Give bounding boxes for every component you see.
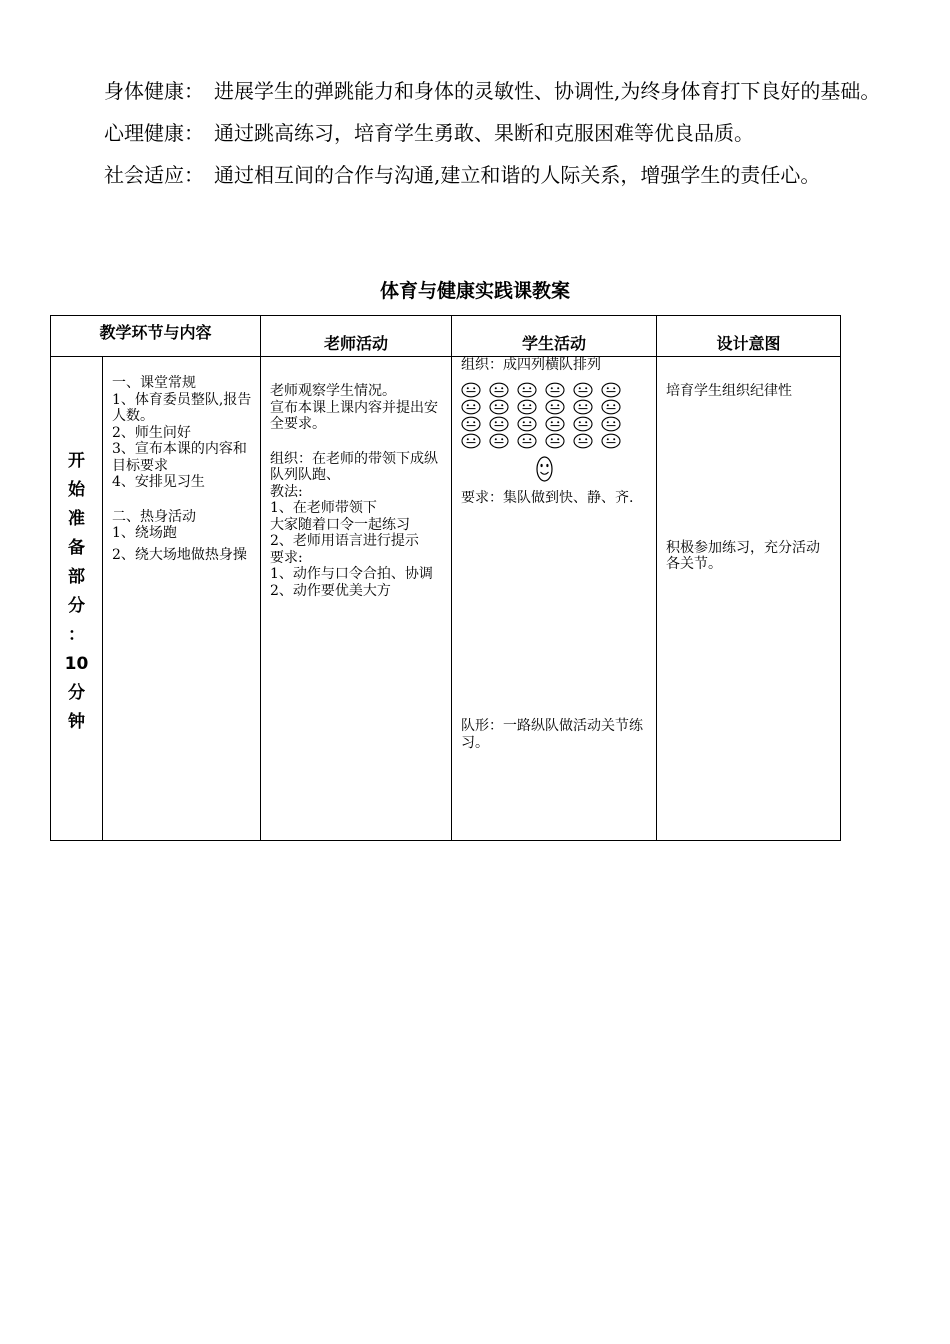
smiley-face-icon: [517, 416, 537, 432]
smiley-face-icon: [601, 416, 621, 432]
objective-mental: [104, 112, 904, 154]
design-cell: [657, 357, 841, 841]
objective-text: 通过相互间的合作与沟通,建立和谐的人际关系，增强学生的责任心。: [214, 163, 821, 187]
content-cell: [103, 357, 261, 841]
smiley-face-icon: [517, 433, 537, 449]
objective-label: 心理健康：: [104, 121, 204, 145]
objective-text: 进展学生的弹跳能力和身体的灵敏性、协调性,为终身体育打下良好的基础。: [214, 79, 881, 103]
teacher-cell: [261, 357, 452, 841]
teacher-line: 老师观察学生情况。: [270, 383, 396, 399]
student-org: 组织：成四列横队排列: [461, 357, 601, 373]
table-header-row: [51, 316, 841, 357]
content-line: 2、师生问好: [112, 424, 191, 441]
section-char: 准: [68, 509, 85, 529]
design-line: 培育学生组织纪律性: [666, 383, 792, 399]
smiley-face-icon: [601, 382, 621, 398]
spacer: [461, 482, 648, 490]
objective-text: 通过跳高练习，培育学生勇敢、果断和克服困难等优良品质。: [214, 121, 754, 145]
teacher-line: 组织：在老师的带领下成纵队列队跑、: [270, 450, 438, 483]
section-label: [51, 357, 103, 841]
section-char: 10: [64, 654, 89, 674]
section-char: 钟: [68, 712, 85, 732]
content-line: 2、绕大场地做热身操: [112, 546, 247, 563]
smiley-face-icon: [545, 399, 565, 415]
smiley-face-icon: [545, 382, 565, 398]
spacer: [461, 506, 648, 718]
spacer: [112, 491, 254, 509]
teacher-line: 1、动作与口令合拍、协调: [270, 566, 433, 582]
smiley-face-icon: [573, 382, 593, 398]
content-line: 二、热身活动: [112, 508, 196, 525]
table-row: [51, 357, 841, 841]
objective-physical: [104, 70, 904, 112]
lesson-plan-table: [50, 315, 841, 841]
teacher-line: 教法:: [270, 483, 303, 500]
content-line: 1、绕场跑: [112, 525, 177, 541]
header-student: 学生活动: [452, 316, 657, 357]
student-requirement: 要求：集队做到快、静、齐.: [461, 489, 634, 506]
teacher-line: 1、在老师带领下: [270, 500, 377, 516]
smiley-face-icon: [573, 399, 593, 415]
smiley-face-icon: [461, 433, 481, 449]
teacher-line: 宣布本课上课内容并提出安全要求。: [270, 399, 438, 432]
student-formation-note: 队形：一路纵队做活动关节练习。: [461, 718, 643, 751]
smiley-face-icon: [517, 399, 537, 415]
smiley-face-icon: [573, 416, 593, 432]
spacer: [270, 433, 445, 451]
smiley-face-icon: [461, 399, 481, 415]
smiley-face-icon: [517, 382, 537, 398]
design-line: 积极参加练习，充分活动各关节。: [666, 539, 820, 572]
teacher-line: 大家随着口令一起练习: [270, 516, 410, 533]
teacher-line: 要求:: [270, 549, 303, 566]
section-char: 开: [68, 451, 85, 471]
smiley-face-icon: [545, 433, 565, 449]
section-char: 备: [68, 538, 85, 558]
smiley-face-icon: [489, 433, 509, 449]
section-char: ：: [68, 625, 85, 645]
smiley-face-icon: [536, 456, 553, 482]
content-line: 一、课堂常规: [112, 375, 196, 391]
section-char: 始: [68, 480, 85, 500]
section-char: 分: [68, 596, 85, 616]
header-design: 设计意图: [657, 316, 841, 357]
header-teacher: 老师活动: [261, 316, 452, 357]
teacher-line: 2、动作要优美大方: [270, 582, 391, 599]
smiley-face-icon: [461, 382, 481, 398]
objective-social: [104, 154, 904, 196]
smiley-face-icon: [573, 433, 593, 449]
content-line: 1、体育委员整队,报告人数。: [112, 391, 252, 424]
section-char: 分: [68, 683, 85, 703]
header-content: 教学环节与内容: [51, 316, 261, 357]
section-char: 部: [68, 567, 85, 587]
smiley-face-icon: [489, 416, 509, 432]
smiley-face-icon: [601, 399, 621, 415]
content-line: 3、宣布本课的内容和目标要求: [112, 441, 247, 474]
spacer: [666, 400, 832, 540]
student-cell: [452, 357, 657, 841]
lesson-plan-title: 体育与健康实践课教案: [379, 280, 570, 302]
smiley-face-icon: [545, 416, 565, 432]
formation-grid: [461, 382, 648, 449]
teacher-line: 2、老师用语言进行提示: [270, 533, 419, 549]
smiley-face-icon: [461, 416, 481, 432]
objective-label: 社会适应：: [104, 163, 204, 187]
learning-objectives: [104, 70, 904, 196]
content-line: 4、安排见习生: [112, 474, 205, 490]
smiley-face-icon: [489, 382, 509, 398]
smiley-face-icon: [489, 399, 509, 415]
objective-label: 身体健康：: [104, 79, 204, 103]
smiley-face-icon: [601, 433, 621, 449]
